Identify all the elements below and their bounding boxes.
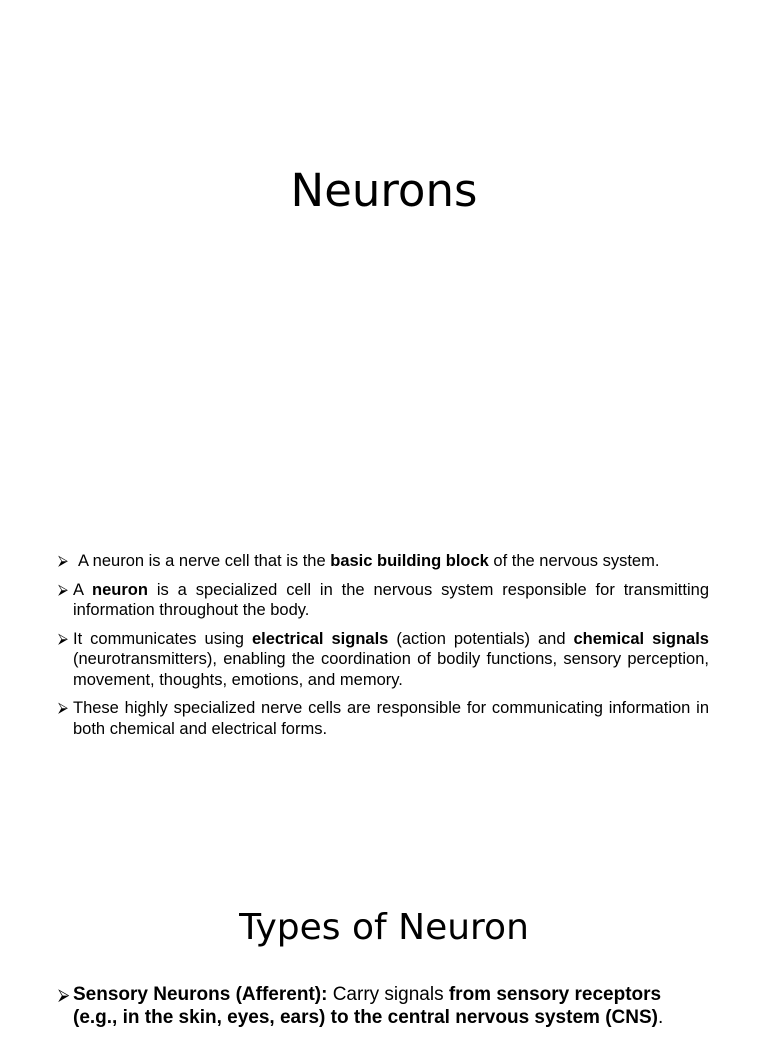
bullet-text-part: It communicates using <box>73 629 252 648</box>
bullet-text-bold: from sensory receptors (e.g., in the skin, eyes, ears) to the central nervous system (CNS) <box>73 984 662 1028</box>
list-item <box>58 698 709 739</box>
arrowhead-bullet-icon: ⮚ <box>58 581 68 598</box>
arrowhead-bullet-icon: ⮚ <box>58 985 70 1004</box>
bullet-text-part: of the nervous system. <box>488 552 660 570</box>
bullet-list-neurons <box>58 551 709 747</box>
bullet-text-part: . <box>657 1007 664 1028</box>
bullet-text-bold: electrical signals <box>251 629 389 648</box>
bullet-text-part: (action potentials) and <box>388 629 574 648</box>
slide-title: Neurons <box>290 164 478 217</box>
bullet-text-part: These highly specialized nerve cells are responsible for communicating information in both chemical and electrical forms. <box>73 699 709 738</box>
list-item <box>58 580 709 621</box>
arrowhead-bullet-icon: ⮚ <box>58 700 68 716</box>
arrowhead-bullet-icon: ⮚ <box>58 630 68 647</box>
bullet-text-part: is a specialized cell in the nervous system responsible for transmitting information throughout the body. <box>73 580 709 619</box>
bullet-list-neuron-types <box>58 983 678 1037</box>
bullet-text-bold: chemical signals <box>573 629 709 648</box>
bullet-text-bold: basic building block <box>330 552 489 570</box>
slide-title: Types of Neuron <box>239 907 529 948</box>
bullet-text-part: (neurotransmitters), enabling the coordination of bodily functions, sensory perception, movement, thoughts, emotions, and memory. <box>73 650 709 689</box>
bullet-text-part: A neuron is a nerve cell that is the <box>78 552 331 570</box>
list-item <box>58 629 709 691</box>
list-item <box>58 551 709 572</box>
arrowhead-bullet-icon: ⮚ <box>58 553 68 569</box>
bullet-text-bold: neuron <box>92 580 148 599</box>
bullet-text-bold: Sensory Neurons (Afferent): <box>73 984 328 1005</box>
bullet-text-part: A <box>73 580 92 599</box>
list-item <box>58 983 678 1029</box>
bullet-text-part: Carry signals <box>327 984 449 1005</box>
